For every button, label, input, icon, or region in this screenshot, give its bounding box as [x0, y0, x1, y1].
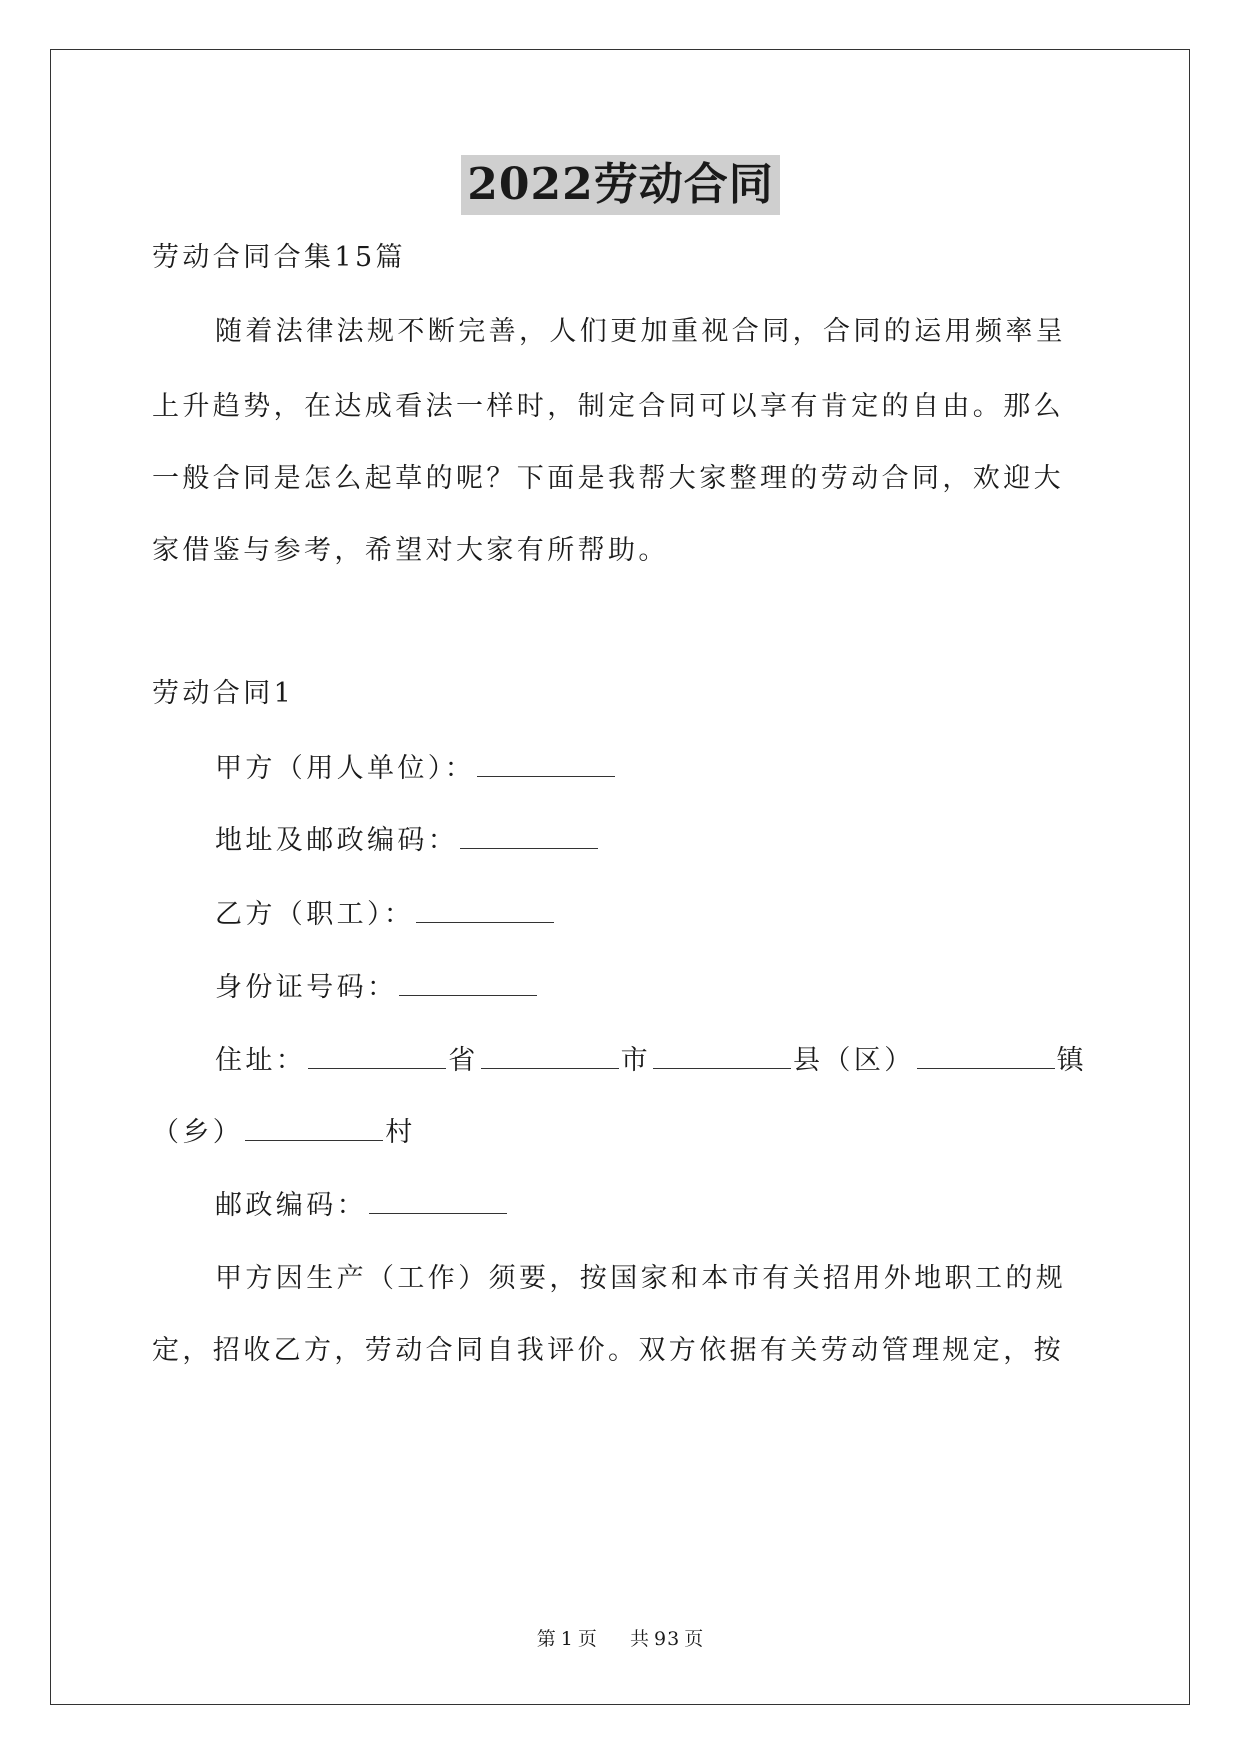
address-label: 地址及邮政编码： — [215, 825, 459, 856]
page-number-prefix: 第 — [536, 1628, 557, 1650]
party-a-label: 甲方（用人单位）： — [215, 753, 476, 784]
body-line-2: 定，招收乙方，劳动合同自我评价。双方依据有关劳动管理规定，按 — [152, 1335, 1064, 1366]
postcode-label: 邮政编码： — [215, 1190, 367, 1221]
id-number-blank[interactable] — [399, 969, 537, 996]
township-label: （乡） — [152, 1117, 244, 1148]
page-border — [50, 49, 1190, 1705]
county-label: 县（区） — [793, 1045, 915, 1076]
party-b-label: 乙方（职工）： — [215, 899, 415, 930]
town-blank[interactable] — [917, 1042, 1055, 1069]
party-a-blank[interactable] — [477, 750, 615, 777]
section-heading: 劳动合同1 — [152, 678, 295, 709]
total-pages: 93 — [654, 1628, 681, 1650]
title-container — [0, 155, 1241, 215]
residence-label: 住址： — [215, 1045, 307, 1076]
township-row — [152, 1114, 416, 1151]
id-number-label: 身份证号码： — [215, 972, 398, 1003]
intro-line-1: 随着法律法规不断完善，人们更加重视合同，合同的运用频率呈 — [215, 316, 1067, 347]
village-label: 村 — [385, 1117, 416, 1148]
postcode-blank[interactable] — [369, 1187, 507, 1214]
town-label: 镇 — [1056, 1045, 1088, 1076]
province-blank[interactable] — [308, 1042, 446, 1069]
county-blank[interactable] — [653, 1042, 791, 1069]
intro-line-3: 一般合同是怎么起草的呢？下面是我帮大家整理的劳动合同，欢迎大 — [152, 463, 1064, 494]
village-blank[interactable] — [245, 1114, 383, 1141]
city-blank[interactable] — [481, 1042, 619, 1069]
page-number-suffix: 页 — [577, 1628, 598, 1650]
party-b-row — [215, 896, 556, 933]
address-row — [215, 822, 600, 859]
body-line-1: 甲方因生产（工作）须要，按国家和本市有关招用外地职工的规 — [215, 1263, 1067, 1294]
residence-row — [215, 1042, 1087, 1079]
page-footer — [0, 1624, 1241, 1651]
document-subtitle: 劳动合同合集15篇 — [152, 242, 406, 273]
total-pages-prefix: 共 — [630, 1628, 651, 1650]
party-a-row — [215, 750, 617, 787]
page-number: 1 — [560, 1628, 574, 1650]
document-title: 2022劳动合同 — [461, 155, 779, 215]
intro-line-2: 上升趋势，在达成看法一样时，制定合同可以享有肯定的自由。那么 — [152, 391, 1064, 422]
id-number-row — [215, 969, 539, 1006]
address-blank[interactable] — [460, 822, 598, 849]
total-pages-suffix: 页 — [684, 1628, 705, 1650]
province-label: 省 — [448, 1045, 479, 1076]
party-b-blank[interactable] — [416, 896, 554, 923]
postcode-row — [215, 1187, 509, 1224]
city-label: 市 — [620, 1045, 652, 1076]
intro-line-4: 家借鉴与参考，希望对大家有所帮助。 — [152, 535, 669, 566]
